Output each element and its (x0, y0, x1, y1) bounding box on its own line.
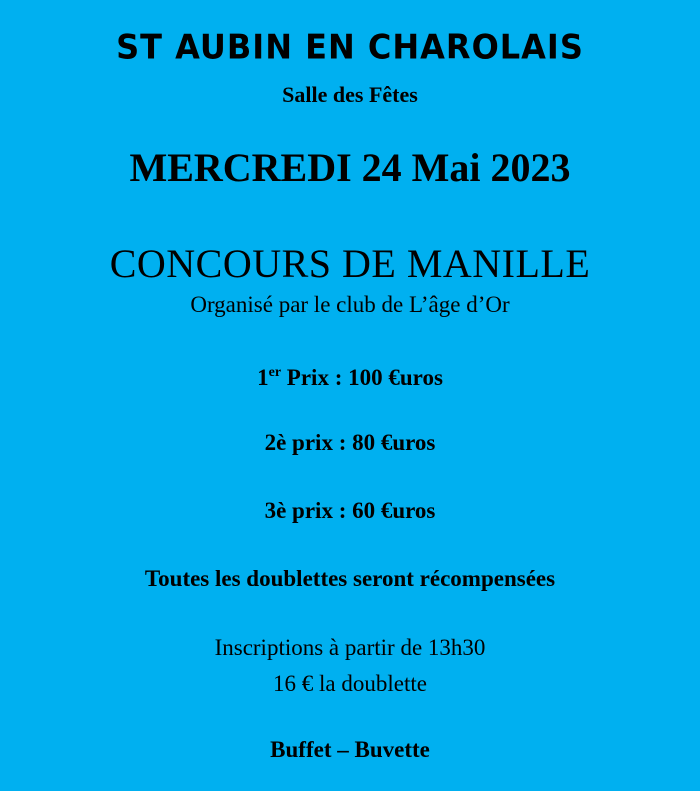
second-prize: 2è prix : 80 €uros (264, 430, 436, 455)
registration-time: Inscriptions à partir de 13h30 (214, 635, 486, 660)
first-prize-ordinal: 1 (257, 365, 269, 390)
refreshments-line: Buffet – Buvette (270, 737, 430, 762)
first-prize-superscript: er (268, 365, 282, 380)
organizer-line: Organisé par le club de L’âge d’Or (190, 292, 510, 317)
town-heading: ST AUBIN EN CHAROLAIS (116, 27, 584, 67)
venue-subheading: Salle des Fêtes (282, 82, 418, 107)
registration-fee: 16 € la doublette (273, 671, 427, 696)
reward-note: Toutes les doublettes seront récompensées (144, 566, 556, 591)
first-prize (0, 366, 700, 389)
event-title: CONCOURS DE MANILLE (109, 241, 591, 286)
event-date: MERCREDI 24 Mai 2023 (129, 145, 571, 190)
first-prize-text: Prix : 100 €uros (281, 365, 443, 390)
third-prize: 3è prix : 60 €uros (264, 498, 436, 523)
